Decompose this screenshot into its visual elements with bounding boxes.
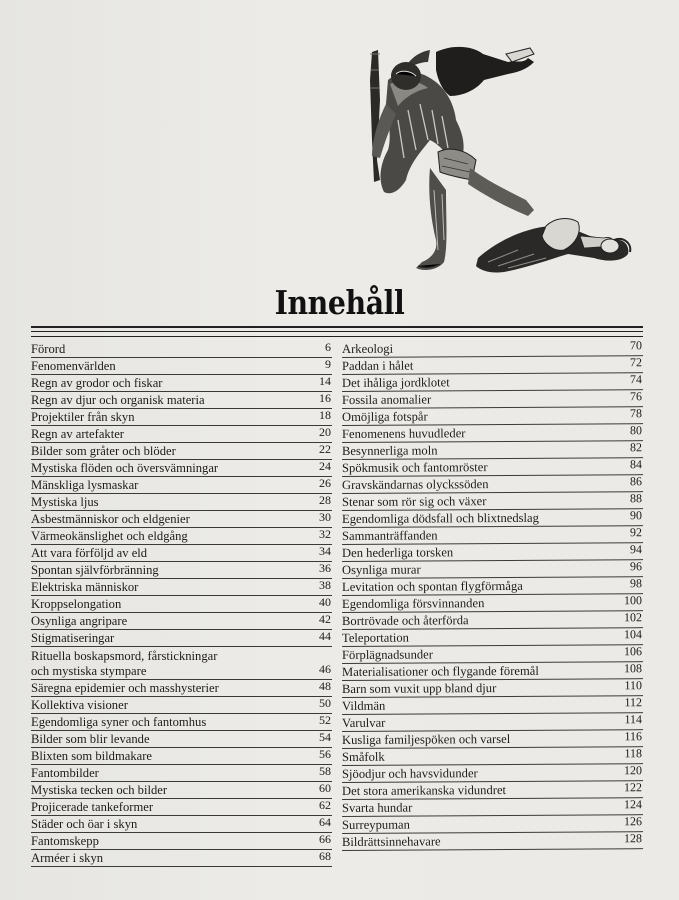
toc-entry-page: 90 — [629, 508, 643, 523]
toc-entry — [31, 613, 332, 630]
toc-entry — [31, 731, 332, 748]
toc-entry-title: Det stora amerikanska vidundret — [341, 782, 507, 798]
toc-entry-page: 128 — [623, 831, 643, 846]
toc-entry-title: Paddan i hålet — [341, 358, 414, 373]
toc-entry — [342, 696, 643, 715]
toc-entry-title: Blixten som bildmakare — [31, 749, 153, 763]
toc-column-left — [31, 341, 332, 867]
toc-entry — [31, 494, 332, 511]
toc-entry-page: 112 — [624, 695, 643, 710]
toc-entry-title: Fenomenens huvudleder — [341, 426, 466, 441]
toc-entry — [342, 509, 643, 528]
toc-entry — [342, 492, 643, 511]
toc-entry-page: 82 — [629, 440, 643, 455]
toc-entry-page: 62 — [319, 798, 331, 812]
toc-entry — [31, 833, 332, 850]
giant-abduction-illustration — [358, 40, 638, 285]
toc-entry-page: 52 — [319, 713, 331, 727]
toc-entry-page: 28 — [319, 493, 331, 507]
toc-entry-page: 60 — [319, 781, 331, 795]
toc-entry — [31, 358, 332, 375]
toc-entry-title: Stenar som rör sig och växer — [341, 494, 487, 509]
toc-entry-title: Varulvar — [341, 715, 386, 730]
toc-entry-page: 36 — [319, 561, 331, 575]
toc-entry-page: 54 — [319, 730, 331, 744]
toc-entry — [31, 697, 332, 714]
toc-entry — [342, 526, 643, 545]
toc-entry-page: 20 — [319, 425, 331, 439]
toc-entry-page: 50 — [319, 696, 331, 710]
toc-entry-page: 76 — [629, 389, 643, 404]
toc-entry-page: 68 — [319, 849, 331, 863]
toc-entry-page: 98 — [629, 576, 643, 591]
toc-entry — [31, 630, 332, 647]
toc-entry-page: 40 — [319, 595, 331, 609]
toc-entry — [342, 390, 643, 409]
toc-entry-title: Småfolk — [341, 749, 385, 764]
toc-entry — [342, 679, 643, 698]
toc-entry-page: 18 — [319, 408, 331, 422]
toc-entry-title: Städer och öar i skyn — [31, 817, 138, 831]
toc-entry-title: Arméer i skyn — [31, 851, 104, 865]
toc-entry — [342, 781, 643, 800]
toc-entry-page: 58 — [319, 764, 331, 778]
toc-entry-page: 48 — [319, 679, 331, 693]
toc-column-right — [341, 338, 643, 851]
toc-entry — [31, 647, 332, 680]
toc-entry — [31, 392, 332, 409]
toc-entry-page: 46 — [319, 662, 331, 676]
toc-entry-title: Bortrövade och återförda — [341, 613, 469, 628]
toc-entry — [31, 579, 332, 596]
toc-entry-title: Osynliga murar — [341, 562, 421, 577]
toc-entry-title: Spökmusik och fantomröster — [341, 460, 488, 475]
toc-entry-page: 14 — [319, 374, 331, 388]
toc-entry-title: Mystiska ljus — [31, 495, 99, 509]
toc-entry — [342, 577, 643, 596]
toc-entry-page: 120 — [623, 763, 643, 778]
toc-entry-title: Vildmän — [341, 698, 386, 713]
toc-entry — [342, 339, 643, 358]
toc-entry — [342, 594, 643, 613]
toc-entry-page: 84 — [629, 457, 643, 472]
toc-entry-page: 114 — [624, 712, 643, 727]
toc-entry-title: Att vara förföljd av eld — [31, 546, 148, 560]
toc-entry — [31, 596, 332, 613]
toc-entry — [342, 713, 643, 732]
toc-entry-page: 74 — [629, 372, 643, 387]
toc-entry-title: Teleportation — [341, 630, 410, 645]
toc-entry — [31, 443, 332, 460]
toc-entry-page: 72 — [629, 355, 643, 370]
toc-entry-page: 26 — [319, 476, 331, 490]
toc-entry-title: Materialisationer och flygande föremål — [341, 663, 539, 679]
toc-entry-page: 6 — [325, 340, 331, 354]
toc-entry-page: 42 — [319, 612, 331, 626]
toc-entry-page: 106 — [623, 644, 643, 659]
toc-entry-page: 104 — [623, 627, 643, 642]
toc-entry-title: Egendomliga syner och fantomhus — [31, 715, 207, 729]
toc-entry — [342, 662, 643, 681]
toc-entry-page: 30 — [319, 510, 331, 524]
toc-entry — [342, 407, 643, 426]
toc-entry-title: Barn som vuxit upp bland djur — [341, 681, 497, 696]
toc-entry-title: Gravskändarnas olyckssöden — [341, 477, 489, 492]
toc-entry-title: Fantombilder — [31, 766, 99, 780]
toc-entry-title: Mänskliga lysmaskar — [31, 478, 139, 492]
toc-entry — [31, 816, 332, 833]
toc-entry — [342, 628, 643, 647]
toc-entry-page: 108 — [623, 661, 643, 676]
toc-entry — [31, 714, 332, 731]
toc-entry-page: 86 — [629, 474, 643, 489]
toc-entry-title: Egendomliga försvinnanden — [341, 596, 485, 611]
toc-entry-title: Kollektiva visioner — [31, 698, 128, 712]
toc-entry-page: 116 — [624, 729, 643, 744]
toc-entry-page: 34 — [319, 544, 331, 558]
toc-entry — [342, 543, 643, 562]
toc-entry-title: Regn av djur och organisk materia — [31, 393, 205, 407]
toc-entry-title: Sjöodjur och havsvidunder — [341, 766, 478, 781]
toc-entry — [31, 680, 332, 697]
toc-entry-page: 22 — [319, 442, 331, 456]
toc-entry-page: 122 — [623, 780, 643, 795]
toc-entry-page: 24 — [319, 459, 331, 473]
toc-entry — [31, 782, 332, 799]
heading-rule-thin — [31, 336, 643, 337]
toc-entry — [342, 424, 643, 443]
toc-entry-page: 78 — [629, 406, 643, 421]
toc-entry-title: Fossila anomalier — [341, 392, 432, 407]
toc-entry — [342, 764, 643, 783]
toc-entry — [342, 475, 643, 494]
toc-entry-title: Besynnerliga moln — [341, 443, 438, 458]
toc-entry — [31, 409, 332, 426]
toc-entry-page: 56 — [319, 747, 331, 761]
toc-entry-page: 64 — [319, 815, 331, 829]
toc-entry-title: Kroppselongation — [31, 597, 122, 611]
toc-entry — [342, 356, 643, 375]
toc-entry — [342, 373, 643, 392]
toc-entry-title: Fenomenvärlden — [31, 359, 116, 373]
toc-entry-page: 126 — [623, 814, 643, 829]
toc-entry-title: Mystiska tecken och bilder — [31, 783, 168, 797]
toc-entry — [342, 832, 643, 851]
toc-entry-title: Asbestmänniskor och eldgenier — [31, 512, 190, 526]
toc-entry-title: Elektriska människor — [31, 580, 139, 594]
toc-entry-title: Stigmatiseringar — [31, 631, 115, 645]
toc-entry-title: Den hederliga torsken — [341, 545, 454, 560]
toc-entry-title: Mystiska flöden och översvämningar — [31, 461, 219, 475]
toc-entry — [31, 748, 332, 765]
toc-entry-title: Spontan självförbränning — [31, 563, 159, 577]
toc-entry — [31, 375, 332, 392]
toc-entry-page: 102 — [623, 610, 643, 625]
toc-entry-title: Bilder som blir levande — [31, 732, 150, 746]
toc-entry-title: Projicerade tankeformer — [31, 800, 154, 814]
toc-entry — [342, 815, 643, 834]
toc-entry-title: Surreypuman — [341, 817, 410, 832]
toc-entry-page: 38 — [319, 578, 331, 592]
heading-rule — [31, 331, 643, 332]
toc-entry-title: Bildrättsinnehavare — [341, 834, 441, 849]
toc-entry-title: Förplägnadsunder — [341, 647, 433, 662]
toc-entry-page: 16 — [319, 391, 331, 405]
toc-entry-title: Arkeologi — [341, 341, 394, 356]
toc-entry-page: 92 — [629, 525, 643, 540]
toc-entry — [31, 341, 332, 358]
toc-entry-page: 9 — [325, 357, 331, 371]
page-title: Innehåll — [274, 283, 405, 322]
toc-entry-page: 88 — [629, 491, 643, 506]
toc-entry-title: Regn av grodor och fiskar — [31, 376, 163, 390]
heading-rule-thick — [31, 326, 643, 328]
toc-entry — [342, 560, 643, 579]
toc-entry-page: 124 — [623, 797, 643, 812]
toc-entry-title: Det ihåliga jordklotet — [341, 375, 450, 390]
toc-entry — [31, 562, 332, 579]
toc-entry-page: 80 — [629, 423, 643, 438]
toc-entry-title: Bilder som gråter och blöder — [31, 444, 176, 458]
toc-entry — [31, 545, 332, 562]
toc-entry-page: 96 — [629, 559, 643, 574]
toc-entry — [31, 528, 332, 545]
toc-entry-title: Svarta hundar — [341, 800, 413, 815]
toc-entry — [31, 426, 332, 443]
toc-entry — [342, 645, 643, 664]
toc-entry-title: Regn av artefakter — [31, 427, 125, 441]
toc-entry — [31, 460, 332, 477]
toc-entry — [342, 747, 643, 766]
toc-entry-title: Egendomliga dödsfall och blixtnedslag — [341, 510, 539, 526]
toc-entry-title: Omöjliga fotspår — [341, 409, 428, 424]
toc-entry — [31, 477, 332, 494]
toc-entry-title: Osynliga angripare — [31, 614, 128, 628]
toc-entry-title: Säregna epidemier och masshysterier — [31, 681, 219, 695]
toc-entry-title: Projektiler från skyn — [31, 410, 135, 424]
toc-entry — [31, 765, 332, 782]
toc-entry — [31, 850, 332, 867]
toc-entry-title: Levitation och spontan flygförmåga — [341, 578, 523, 594]
toc-entry — [31, 799, 332, 816]
toc-entry-page: 32 — [319, 527, 331, 541]
toc-entry-title: Kusliga familjespöken och varsel — [341, 731, 511, 747]
toc-entry — [31, 511, 332, 528]
toc-entry-page: 44 — [319, 629, 331, 643]
toc-entry-page: 70 — [629, 338, 643, 353]
toc-entry-page: 110 — [624, 678, 643, 693]
toc-entry-page: 94 — [629, 542, 643, 557]
toc-entry-page: 118 — [624, 746, 643, 761]
toc-entry-page: 66 — [319, 832, 331, 846]
toc-entry — [342, 798, 643, 817]
toc-entry — [342, 441, 643, 460]
toc-entry-title: Sammanträffanden — [341, 528, 438, 543]
toc-entry — [342, 458, 643, 477]
toc-entry-title: Förord — [31, 342, 66, 356]
toc-entry-title: Värmeokänslighet och eldgång — [31, 529, 188, 543]
toc-entry-title: Fantomskepp — [31, 834, 99, 848]
toc-entry — [342, 730, 643, 749]
toc-entry — [342, 611, 643, 630]
toc-entry-page: 100 — [623, 593, 643, 608]
toc-entry-title: Rituella boskapsmord, fårstickningar och mystiska stympare — [31, 649, 218, 678]
